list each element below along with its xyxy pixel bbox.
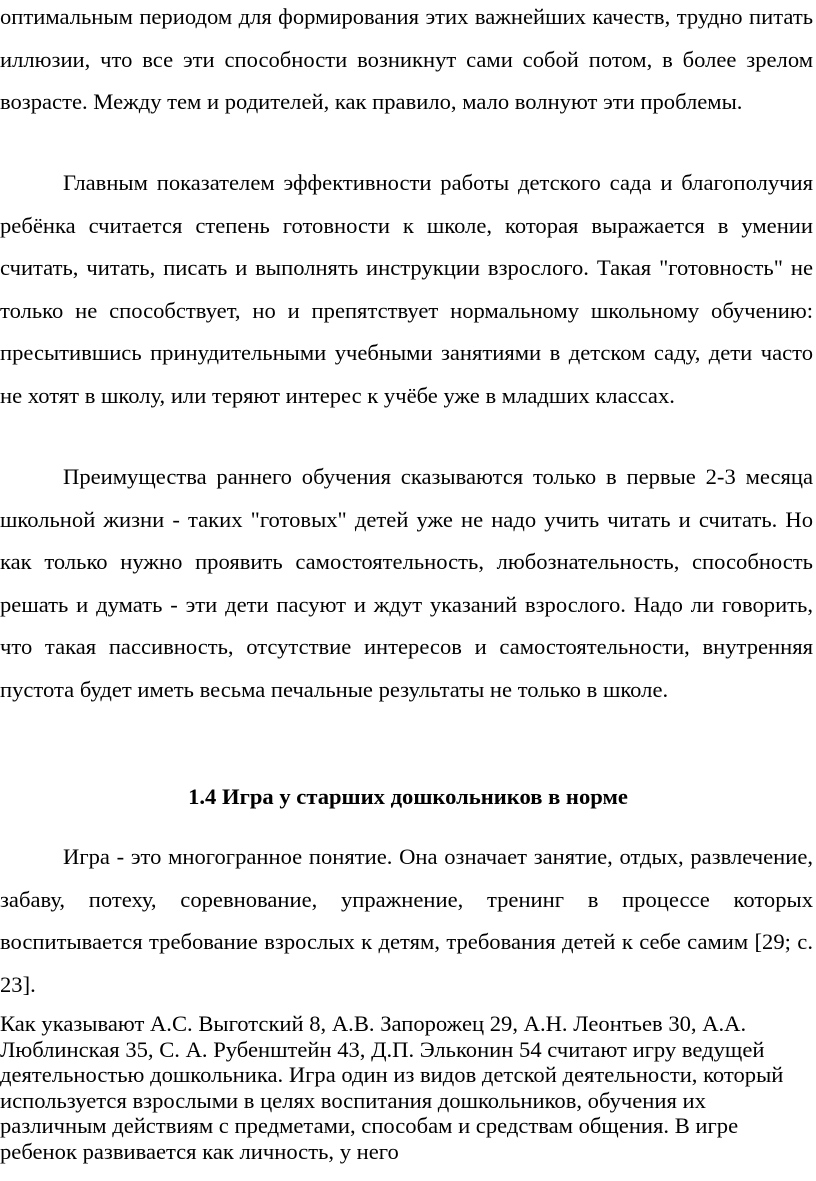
paragraph-play-authors: Как указывают А.С. Выготский 8, А.В. Запорожец 29, А.Н. Леонтьев 30, А.А. Люблинская 35, С. А. Рубенштейн 43, Д.П. Эльконин 54 считают игру ведущей деятельностью дошкольника. Игра один из видов детской деятельности, который используется взрослыми в целях воспитания дошкольников, обучения их различным действиям с предметами, способам и средствам общения. В игре ребенок развивается как личность, у него — [0, 1011, 784, 1164]
section-heading: 1.4 Игра у старших дошкольников в норме — [188, 784, 628, 809]
paragraph-early-learning: Преимущества раннего обучения сказываются только в первые 2-3 месяца школьной жизни - таких "готовых" детей уже не надо учить читать и считать. Но как только нужно проявить самостоятельность, любознательность, способность решать и думать - эти дети пасуют и ждут указаний взрослого. Надо ли говорить, что такая пассивность, отсутствие интересов и самостоятельности, внутренняя пустота будет иметь весьма печальные результаты не только в школе. — [0, 464, 813, 702]
paragraph-play-definition: Игра - это многогранное понятие. Она означает занятие, отдых, развлечение, забаву, потеху, соревнование, упражнение, тренинг в процессе которых воспитывается требование взрослых к детям, требования детей к себе самим [29; с. 23]. — [0, 844, 813, 997]
paragraph-school-readiness: Главным показателем эффективности работы детского сада и благополучия ребёнка считается степень готовности к школе, которая выражается в умении считать, читать, писать и выполнять инструкции взрослого. Такая "готовность" не только не способствует, но и препятствует нормальному школьному обучению: пресытившись принудительными учебными занятиями в детском саду, дети часто не хотят в школу, или теряют интерес к учёбе уже в младших классах. — [0, 170, 813, 408]
paragraph-continuation: оптимальным периодом для формирования этих важнейших качеств, трудно питать иллюзии, что все эти способности возникнут сами собой потом, в более зрелом возрасте. Между тем и родителей, как правило, мало волнуют эти проблемы. — [0, 4, 813, 114]
